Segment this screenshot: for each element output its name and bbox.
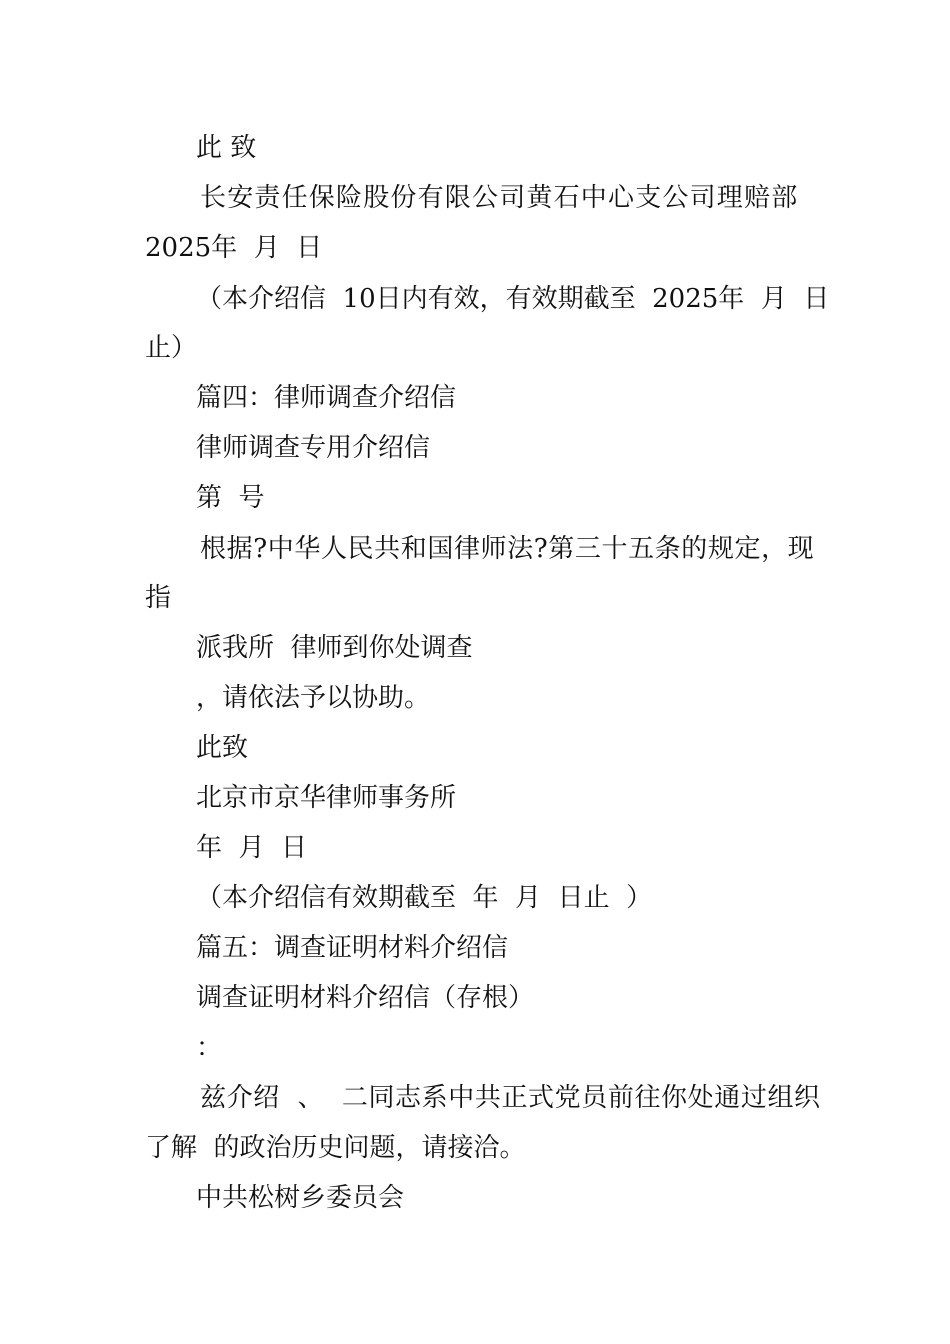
introduction-paragraph: 兹介绍 、 二同志系中共正式党员前往你处通过组织 — [200, 1083, 821, 1113]
stub-colon: ： — [196, 1033, 223, 1063]
letter-validity: （本介绍信有效期截至 年 月 日止 ） — [196, 883, 653, 913]
body-paragraph: 根据?中华人民共和国律师法?第三十五条的规定，现 — [200, 534, 815, 564]
section-heading-5: 篇五：调查证明材料介绍信 — [196, 933, 509, 963]
body-request-line: ，请依法予以协助。 — [196, 683, 431, 713]
letter-title: 律师调查专用介绍信 — [196, 433, 431, 463]
sender-date: 年 月 日 — [196, 833, 308, 863]
committee-name: 中共松树乡委员会 — [196, 1183, 405, 1213]
date-line: 2025年 月 日 — [145, 233, 323, 263]
stub-title: 调查证明材料介绍信（存根） — [196, 983, 535, 1013]
body-assign-line: 派我所 律师到你处调查 — [196, 633, 473, 663]
sender-name: 北京市京华律师事务所 — [196, 783, 457, 813]
validity-line: （本介绍信 10日内有效，有效期截至 2025年 月 日 — [196, 284, 830, 314]
recipient-line: 长安责任保险股份有限公司黄石中心支公司理赔部 — [200, 183, 799, 213]
validity-line-end: 止） — [145, 333, 198, 363]
introduction-paragraph-cont: 了解 的政治历史问题，请接洽。 — [145, 1133, 526, 1163]
body-paragraph-cont: 指 — [145, 583, 172, 613]
letter-number: 第 号 — [196, 483, 265, 513]
section-heading-4: 篇四：律师调查介绍信 — [196, 383, 457, 413]
closing-line: 此致 — [196, 733, 249, 763]
salutation-line: 此 致 — [196, 133, 257, 163]
